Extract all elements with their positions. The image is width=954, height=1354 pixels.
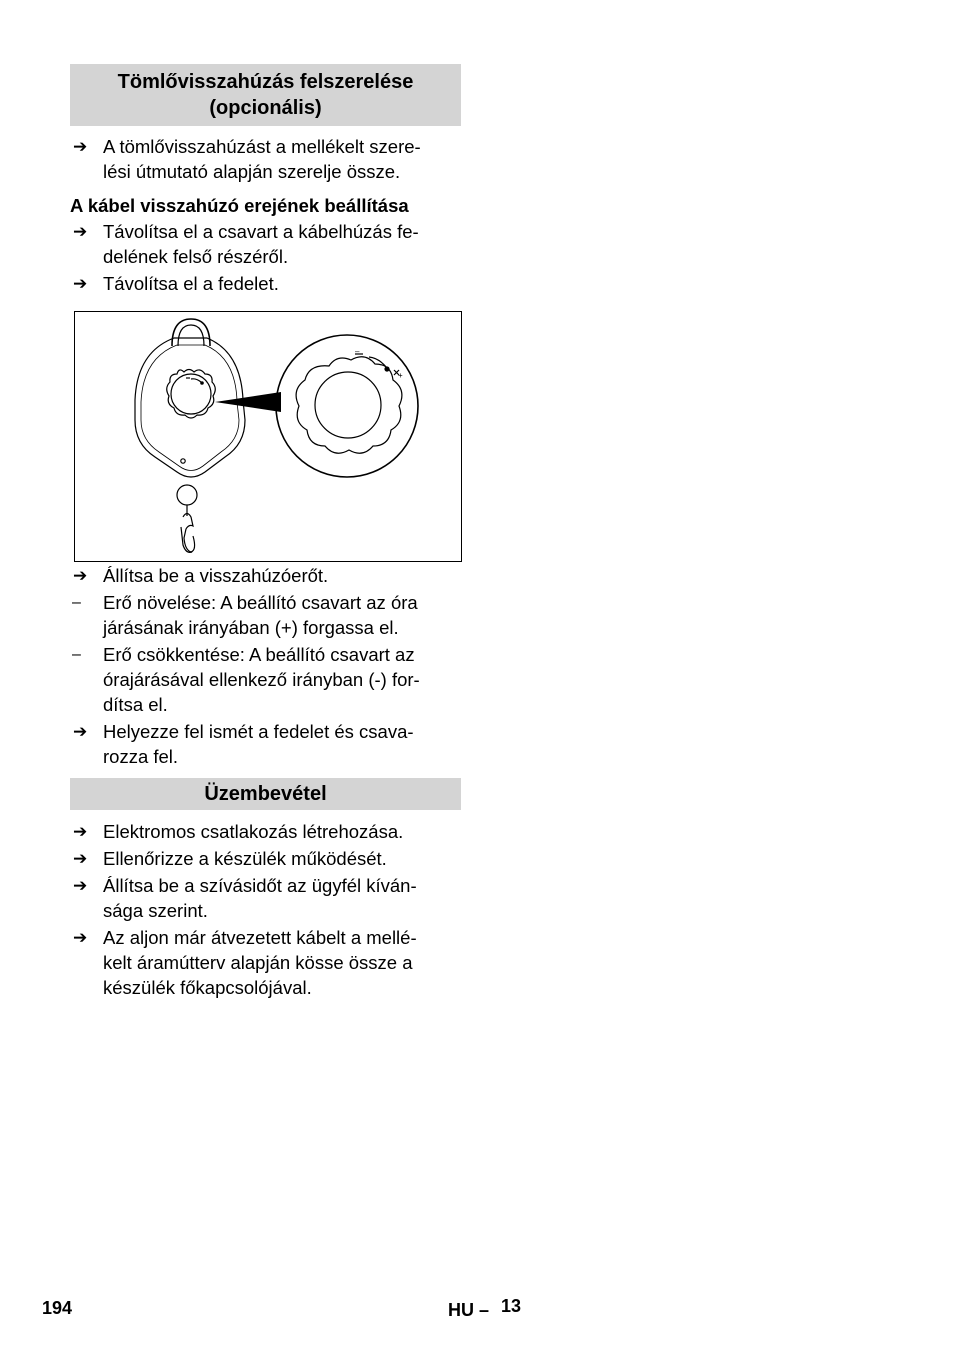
list-item: ➔ Állítsa be a visszahúzóerőt. xyxy=(73,565,329,586)
arrow-icon: ➔ xyxy=(73,928,88,947)
heading-line-2: (opcionális) xyxy=(209,97,322,119)
plus-symbol: + xyxy=(398,371,403,380)
arrow-icon: ➔ xyxy=(73,222,88,241)
list-item: ➔ Elektromos csatlakozás létrehozása. xyxy=(73,821,404,842)
list-item: – Erő csökkentése: A beállító csavart az órajárásával ellenkező irányban (-) for- dítsa el. xyxy=(72,644,420,715)
list-item: ➔ Állítsa be a szívásidőt az ügyfél kíván- sága szerint. xyxy=(73,875,417,921)
list-item: ➔ Távolítsa el a fedelet. xyxy=(73,273,279,294)
footer-section-page: 13 xyxy=(501,1296,522,1316)
section-heading-hose-retractor xyxy=(70,64,461,126)
page-number: 194 xyxy=(42,1298,73,1318)
cable-retractor-figure xyxy=(74,311,462,562)
arrow-icon: ➔ xyxy=(73,822,88,841)
arrow-icon: ➔ xyxy=(73,849,88,868)
dash-bullet-icon: – xyxy=(72,646,81,663)
list-item: ➔ A tömlővisszahúzást a mellékelt szere- lési útmutató alapján szerelje össze. xyxy=(73,136,421,182)
footer-lang: HU – xyxy=(448,1300,490,1320)
dash-bullet-icon: – xyxy=(72,594,81,611)
subsection-title: A kábel visszahúzó erejének beállítása xyxy=(70,195,409,216)
heading-title: Üzembevétel xyxy=(204,783,327,805)
list-item: – Erő növelése: A beállító csavart az óra járásának irányában (+) forgassa el. xyxy=(72,592,418,638)
arrow-icon: ➔ xyxy=(73,876,88,895)
section-heading-commissioning xyxy=(70,778,461,810)
arrow-icon: ➔ xyxy=(73,566,88,585)
list-item: ➔ Az aljon már átvezetett kábelt a mellé- kelt áramútterv alapján kösse össze a készülék főkapcsolójával. xyxy=(73,927,417,998)
subsection-list-before xyxy=(70,219,461,296)
section2-list xyxy=(70,819,461,1000)
arrow-icon: ➔ xyxy=(73,274,88,293)
minus-symbol: – xyxy=(355,347,360,356)
list-item: ➔ Helyezze fel ismét a fedelet és csava- rozza fel. xyxy=(73,721,414,767)
arrow-icon: ➔ xyxy=(73,722,88,741)
subsection-list-after xyxy=(70,563,461,769)
heading-line-1: Tömlővisszahúzás felszerelése xyxy=(117,71,414,93)
arrow-icon: ➔ xyxy=(73,137,88,156)
section1-list xyxy=(70,134,461,184)
list-item: ➔ Távolítsa el a csavart a kábelhúzás fe- delének felső részéről. xyxy=(73,221,419,267)
list-item: ➔ Ellenőrizze a készülék működését. xyxy=(73,848,387,869)
cable-retractor-illustration xyxy=(75,312,460,560)
